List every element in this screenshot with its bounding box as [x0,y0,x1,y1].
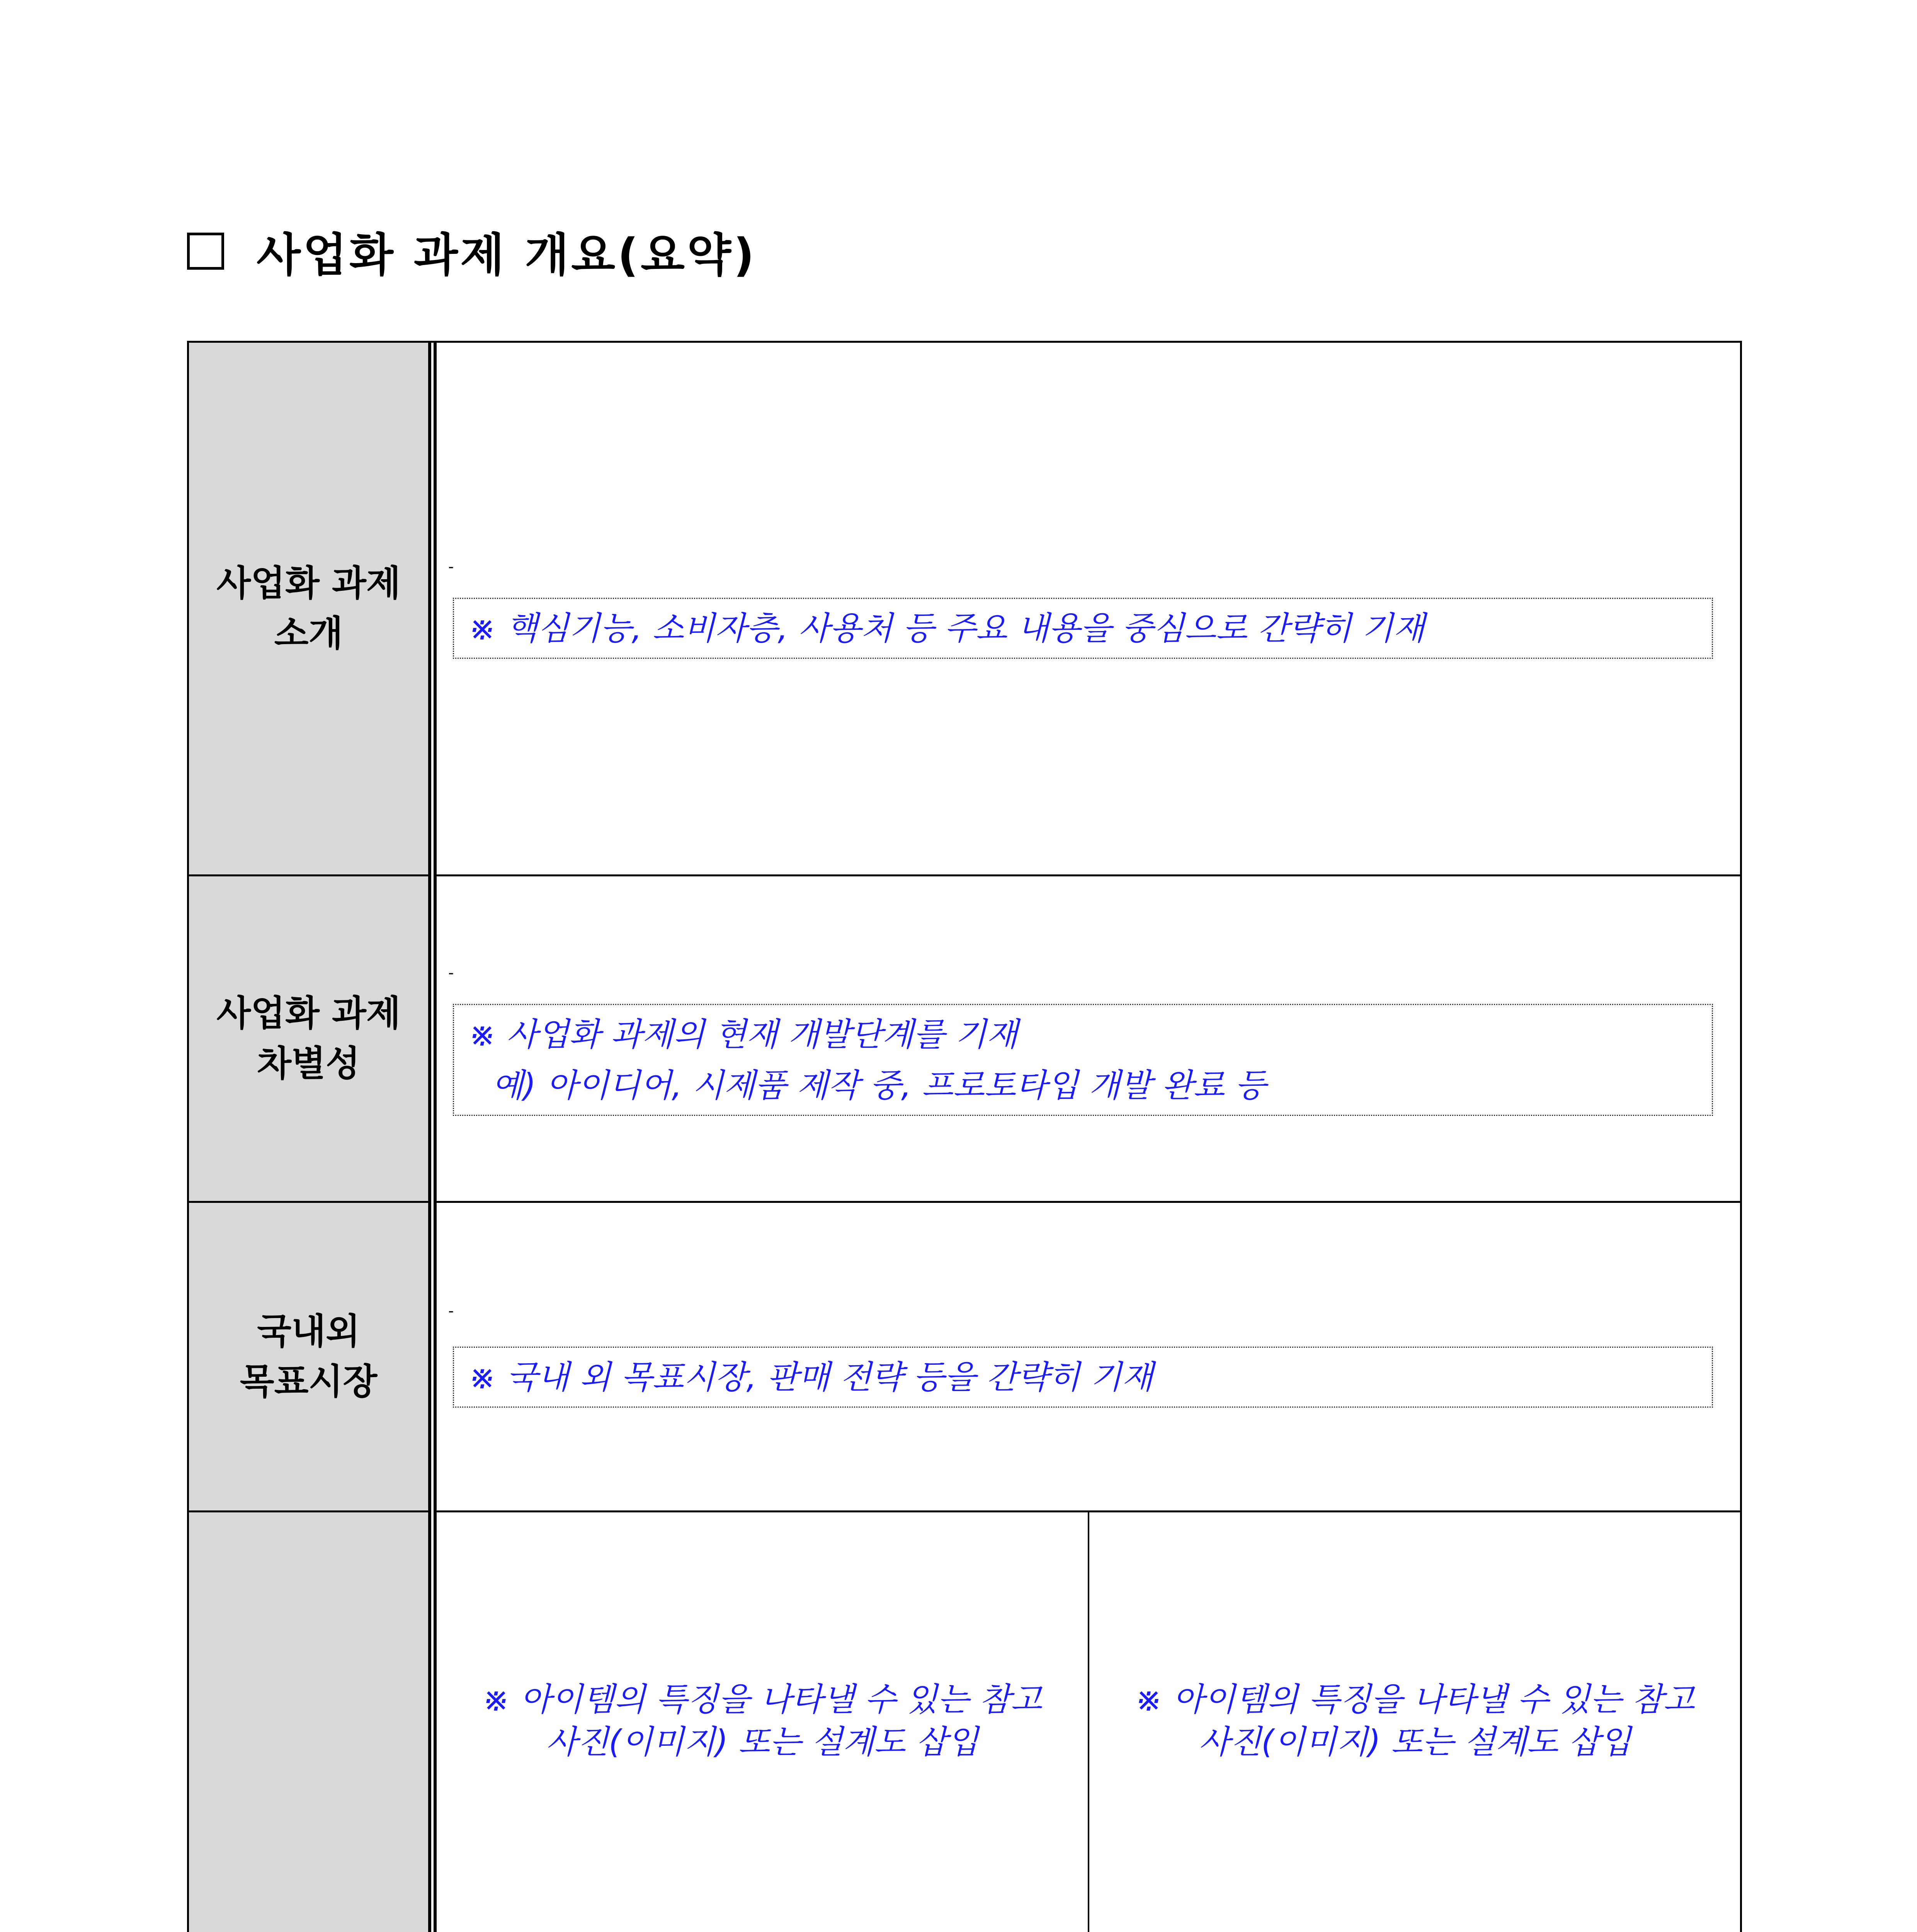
column-divider [430,341,435,876]
image-slot[interactable] [435,1510,1089,1932]
column-divider [430,1510,435,1932]
bullet-marker: - [448,558,454,576]
summary-table [187,341,1742,1932]
guide-note-intro: ※ 핵심기능, 소비자층, 사용처 등 주요 내용을 중심으로 간략히 기재 [453,598,1713,659]
image-guide-note: ※ 아이템의 특징을 나타낼 수 있는 참고 사진(이미지) 또는 설계도 삽입 [482,1680,1042,1761]
label-cell-intro [187,341,430,876]
label-market: 국내외 목표시장 [240,1311,378,1402]
label-cell-market [187,1201,430,1512]
content-cell-market[interactable] [435,1201,1742,1512]
column-divider [430,874,435,1203]
label-diff: 사업화 과제 차별성 [216,993,401,1084]
content-cell-intro[interactable] [435,341,1742,876]
page-title: 사업화 과제 개요(요약) [257,228,757,282]
label-cell-images [187,1510,430,1932]
checkbox-icon[interactable] [187,233,224,270]
section-heading [187,220,757,282]
image-guide-note: ※ 아이템의 특징을 나타낼 수 있는 참고 사진(이미지) 또는 설계도 삽입 [1135,1680,1695,1761]
column-divider [430,1201,435,1512]
bullet-marker: - [448,1302,454,1320]
guide-note-diff: ※ 사업화 과제의 현재 개발단계를 기재 예) 아이디어, 시제품 제작 중, 프로토타입 개발 완료 등 [453,1004,1713,1116]
bullet-marker: - [448,964,454,982]
label-intro: 사업화 과제 소개 [216,563,401,654]
guide-note-market: ※ 국내 외 목표시장, 판매 전략 등을 간략히 기재 [453,1347,1713,1408]
label-cell-diff [187,874,430,1203]
content-cell-diff[interactable] [435,874,1742,1203]
image-slot[interactable] [1088,1510,1742,1932]
